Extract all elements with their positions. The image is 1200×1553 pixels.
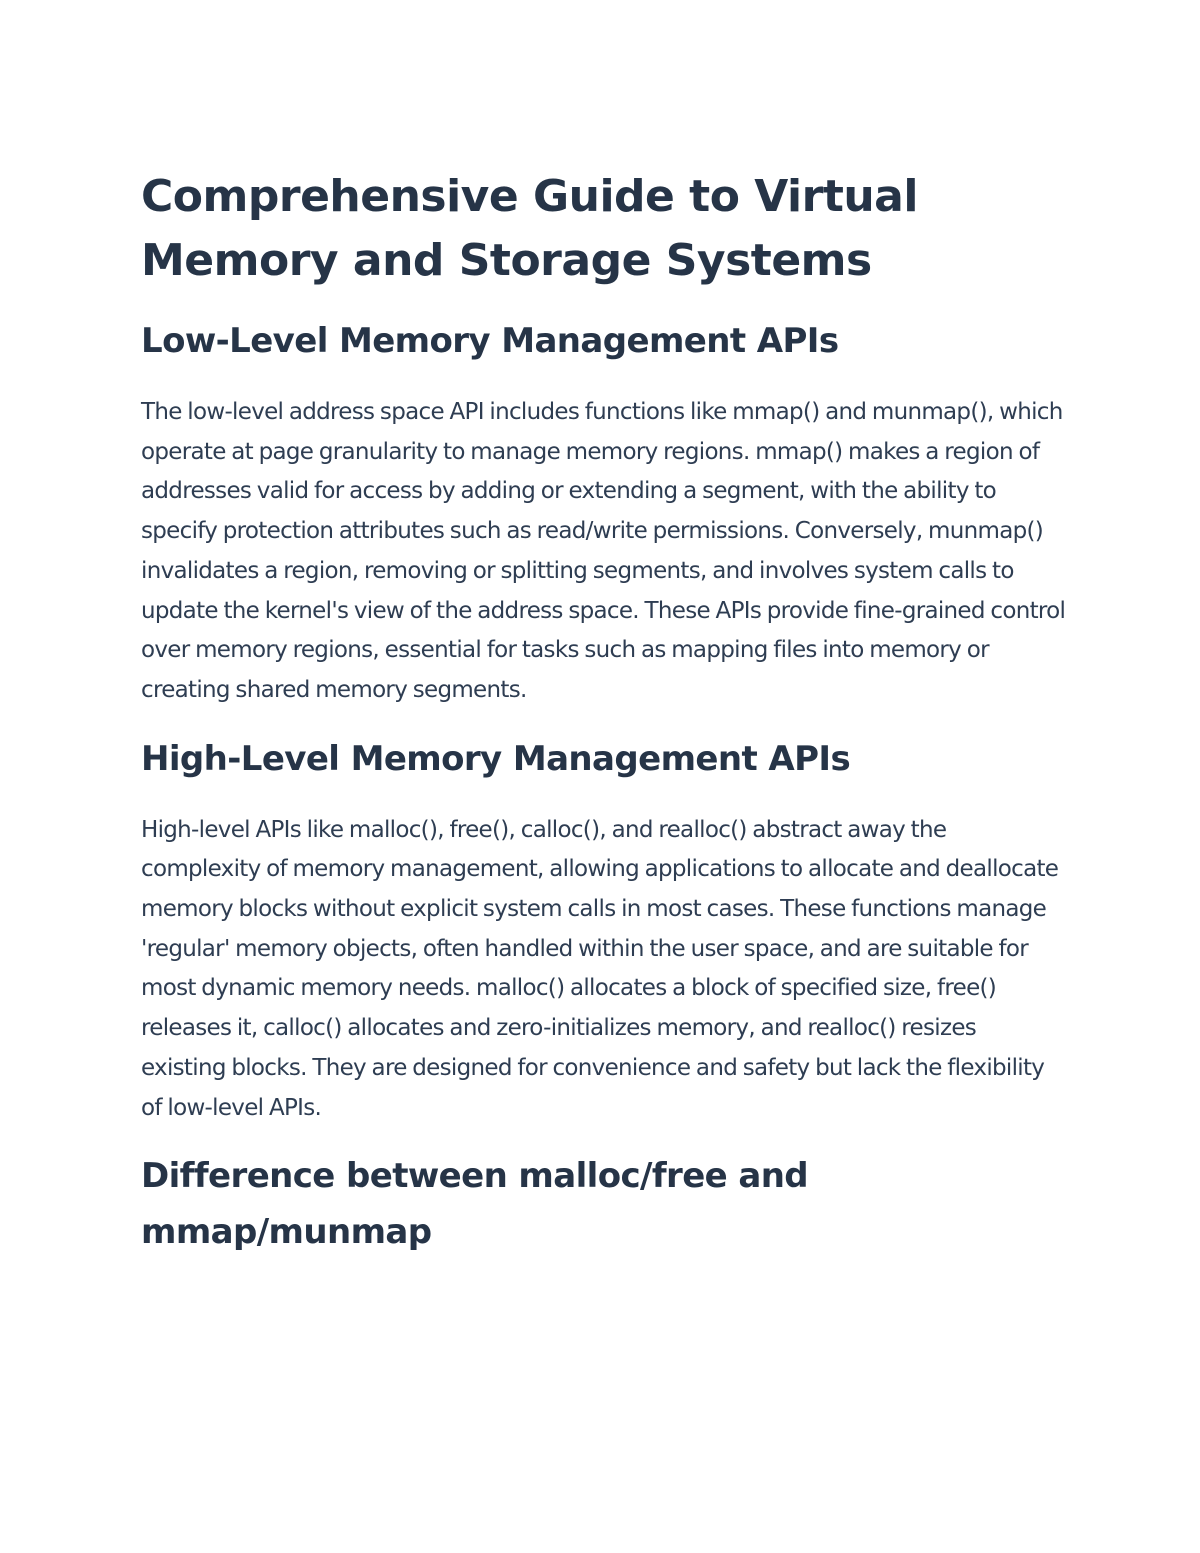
section-heading-malloc-vs-mmap: Difference between malloc/free and mmap/munmap — [141, 1156, 809, 1253]
section-paragraph-low-level-apis: The low-level address space API includes functions like mmap() and munmap(), which operate at page granularity to manage memory regions. mmap() makes a region of addresses valid for access by adding or extending a segment, with the ability to specify protection attributes such as read/write permissions. Conversely, munmap() invalidates a region, removing or splitting segments, and involves system calls to update the kernel's view of the address space. These APIs provide fine-grained control over memory regions, essential for tasks such as mapping files into memory or creating shared memory segments. — [141, 399, 1066, 703]
document-page — [141, 165, 1066, 1260]
page-title: Comprehensive Guide to Virtual Memory and Storage Systems — [141, 171, 918, 286]
section-heading-low-level-apis: Low-Level Memory Management APIs — [141, 321, 839, 361]
section-heading-high-level-apis: High-Level Memory Management APIs — [141, 738, 851, 779]
section-paragraph-high-level-apis: High-level APIs like malloc(), free(), calloc(), and realloc() abstract away the complexity of memory management, allowing applications to allocate and deallocate memory blocks without explicit system calls in most cases. These functions manage 'regular' memory objects, often handled within the user space, and are suitable for most dynamic memory needs. malloc() allocates a block of specified size, free() releases it, calloc() allocates and zero-initializes memory, and realloc() resizes existing blocks. They are designed for convenience and safety but lack the flexibility of low-level APIs. — [141, 816, 1059, 1121]
